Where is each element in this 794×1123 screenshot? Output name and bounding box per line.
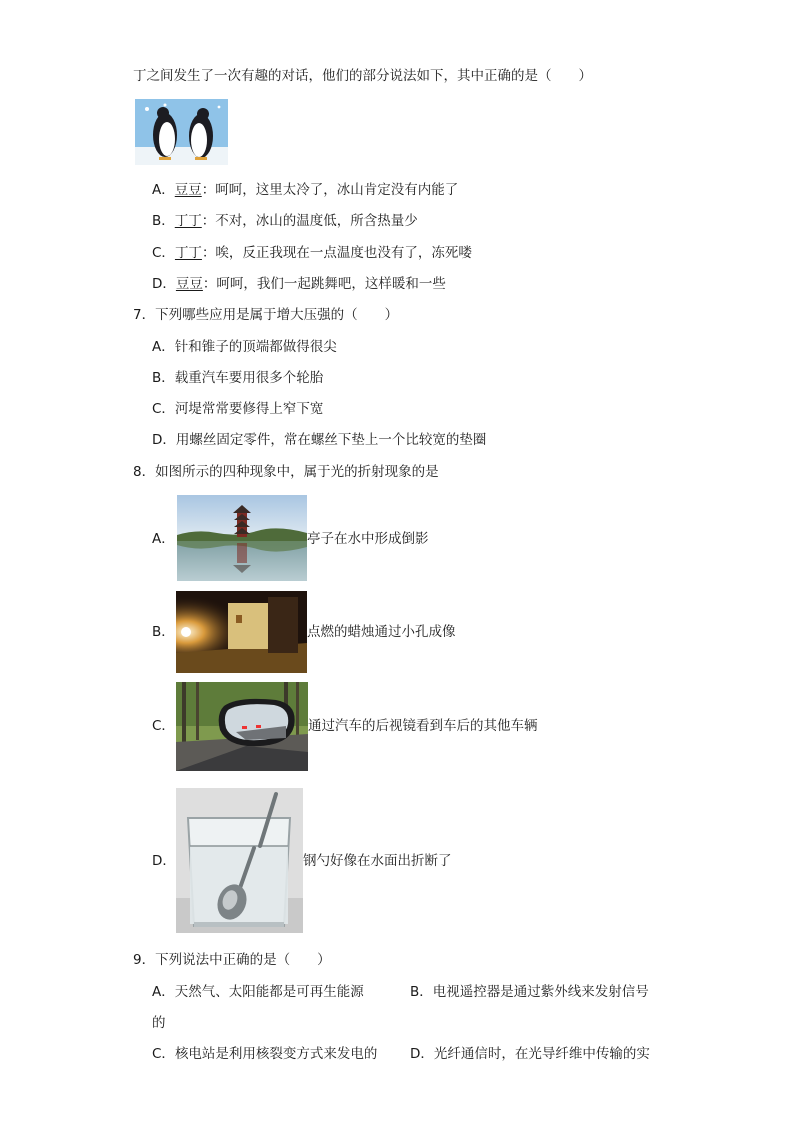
q8-stem: 8．如图所示的四种现象中，属于光的折射现象的是 (133, 464, 439, 480)
q8-option-b-letter[interactable]: B． (152, 624, 175, 640)
q6-option-d[interactable] (152, 274, 446, 294)
q6-stem: 丁之间发生了一次有趣的对话，他们的部分说法如下，其中正确的是（ ） (133, 68, 592, 84)
option-letter: A． (152, 984, 175, 1000)
option-letter: D． (152, 276, 176, 292)
q8-option-c-letter[interactable]: C． (152, 718, 175, 734)
speaker-name: 丁丁 (174, 213, 202, 229)
car-mirror-photo (176, 682, 308, 771)
option-text: 针和锥子的顶端都做得很尖 (174, 339, 337, 355)
option-text: 核电站是利用核裂变方式来发电的 (174, 1046, 378, 1062)
speaker-name: 丁丁 (174, 245, 202, 261)
option-letter: A． (152, 182, 175, 198)
option-text: ：呵呵，我们一起跳舞吧，这样暖和一些 (202, 276, 446, 292)
q7-option-c[interactable] (152, 399, 323, 419)
option-text: 河堤常常要修得上窄下宽 (174, 401, 324, 417)
option-letter: B． (410, 984, 433, 1000)
option-letter: B． (152, 370, 175, 386)
option-letter: C． (152, 245, 175, 261)
q6-option-a[interactable] (152, 180, 458, 200)
option-letter: C． (152, 1046, 175, 1062)
q6-option-b[interactable] (152, 211, 418, 231)
option-letter: D． (152, 432, 176, 448)
option-text: 载重汽车要用很多个轮胎 (174, 370, 324, 386)
q7-option-b[interactable] (152, 368, 323, 388)
option-text: ：不对，冰山的温度低，所含热量少 (201, 213, 418, 229)
speaker-name: 豆豆 (175, 276, 203, 292)
q6-option-c[interactable] (152, 243, 472, 263)
option-text: ：唉，反正我现在一点温度也没有了，冻死喽 (201, 245, 472, 261)
option-text: ：呵呵，这里太冷了，冰山肯定没有内能了 (201, 182, 459, 198)
option-text: 用螺丝固定零件，常在螺丝下垫上一个比较宽的垫圈 (175, 432, 487, 448)
option-letter: D． (410, 1046, 434, 1062)
q8-option-a-letter[interactable]: A． (152, 531, 175, 547)
q9-option-c[interactable] (152, 1044, 377, 1064)
pagoda-reflection-photo (177, 495, 307, 581)
q8-option-d-text: 钢勺好像在水面出折断了 (303, 853, 452, 869)
q9-option-a[interactable] (152, 982, 364, 1002)
speaker-name: 豆豆 (174, 182, 202, 198)
q7-stem: 7．下列哪些应用是属于增大压强的（ ） (133, 307, 399, 323)
q8-option-d-letter[interactable]: D． (152, 853, 176, 869)
penguins-photo (135, 99, 228, 165)
option-letter: A． (152, 339, 175, 355)
q9-option-d[interactable] (410, 1044, 650, 1064)
q8-option-a-text: 亭子在水中形成倒影 (307, 531, 429, 547)
q9-stem: 9．下列说法中正确的是（ ） (133, 952, 331, 968)
spoon-glass-photo (176, 788, 303, 933)
candle-pinhole-photo (176, 591, 307, 673)
option-letter: B． (152, 213, 175, 229)
option-text: 光纤通信时，在光导纤维中传输的实 (433, 1046, 650, 1062)
q8-option-b-text: 点燃的蜡烛通过小孔成像 (307, 624, 456, 640)
option-text: 电视遥控器是通过紫外线来发射信号 (432, 984, 649, 1000)
q9-option-b-continuation: 的 (152, 1015, 166, 1031)
q9-option-b[interactable] (410, 982, 649, 1002)
q7-option-a[interactable] (152, 337, 337, 357)
q8-option-c-text: 通过汽车的后视镜看到车后的其他车辆 (308, 718, 538, 734)
q7-option-d[interactable] (152, 430, 486, 450)
option-text: 天然气、太阳能都是可再生能源 (174, 984, 364, 1000)
option-letter: C． (152, 401, 175, 417)
